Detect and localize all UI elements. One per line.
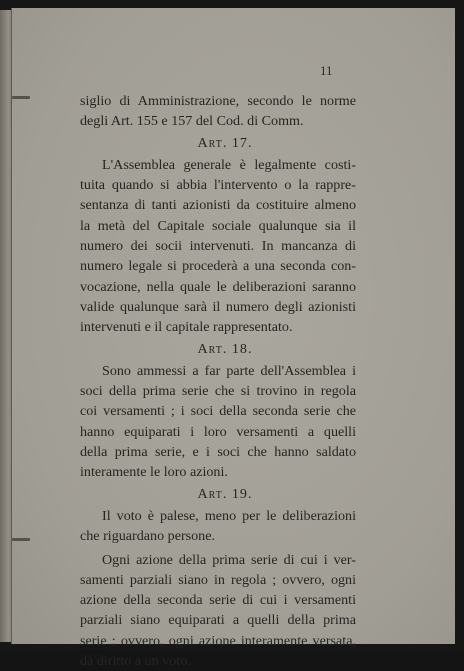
text-line: azione della seconda serie di cui i versamenti bbox=[80, 592, 356, 609]
text-line: soci della prima serie che si trovino in regola bbox=[80, 383, 356, 400]
text-line: interamente le loro azioni. bbox=[80, 464, 228, 481]
text-line: Il voto è palese, meno per le deliberazioni bbox=[102, 507, 356, 524]
page-text bbox=[80, 91, 356, 671]
text-line: valide qualunque sarà il numero degli azionisti bbox=[80, 298, 356, 315]
text-line: numero dei socii intervenuti. In mancanza di bbox=[80, 238, 356, 255]
text-line: la metà del Capitale sociale qualunque sia il bbox=[80, 217, 356, 234]
text-line: coi versamenti ; i soci della seconda serie che bbox=[80, 403, 356, 420]
text-line: dà diritto a un voto. bbox=[80, 653, 191, 670]
text-line: numero legale si procederà a una seconda con- bbox=[80, 258, 356, 275]
binding-stitch bbox=[12, 96, 30, 99]
article-heading: Art. 19. bbox=[197, 485, 253, 502]
text-line: che riguardano persone. bbox=[80, 528, 216, 545]
text-line: Sono ammessi a far parte dell'Assemblea i bbox=[102, 362, 356, 379]
text-line: sentanza di tanti azionisti da costituire almeno bbox=[80, 197, 356, 214]
page-number: 11 bbox=[320, 63, 333, 78]
text-line: tuita quando si abbia l'intervento o la rappre- bbox=[80, 177, 356, 194]
text-line: hanno equiparati i loro versamenti a quelli bbox=[80, 423, 356, 440]
text-line: parziali siano equiparati a quelli della prima bbox=[80, 612, 356, 629]
article-heading: Art. 17. bbox=[197, 134, 253, 151]
text-line: serie ; ovvero, ogni azione interamente versata, bbox=[80, 632, 356, 649]
text-line: L'Assemblea generale è legalmente costi- bbox=[102, 156, 356, 173]
text-line: degli Art. 155 e 157 del Cod. di Comm. bbox=[80, 113, 304, 130]
text-line: intervenuti e il capitale rappresentato. bbox=[80, 319, 293, 336]
text-line: Ogni azione della prima serie di cui i ver- bbox=[102, 551, 356, 568]
text-line: vocazione, nella quale le deliberazioni saranno bbox=[80, 278, 356, 295]
binding-stitch bbox=[12, 538, 30, 541]
text-line: samenti parziali siano in regola ; ovvero, ogni bbox=[80, 571, 356, 588]
text-line: siglio di Amministrazione, secondo le norme bbox=[80, 93, 356, 109]
article-heading: Art. 18. bbox=[197, 340, 253, 357]
text-line: della prima serie, e i soci che hanno saldato bbox=[80, 444, 356, 461]
